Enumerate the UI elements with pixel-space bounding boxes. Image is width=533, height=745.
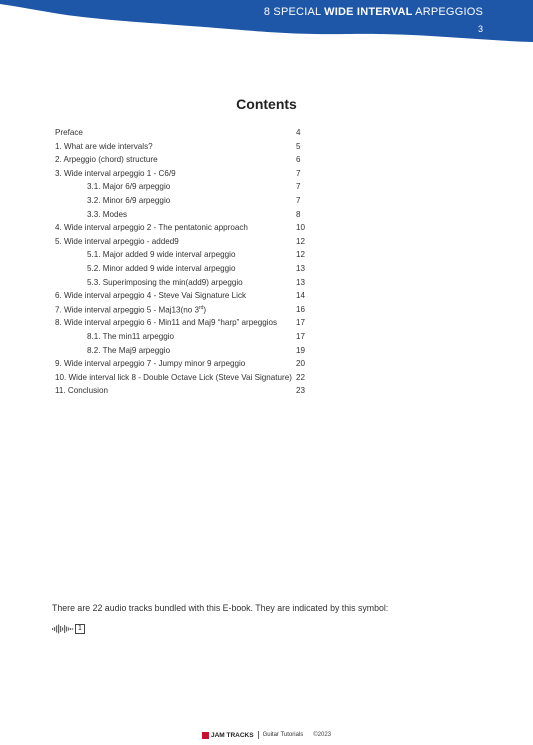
toc-subentry[interactable] [55, 210, 310, 224]
toc-entry-label: 5.1. Major added 9 wide interval arpeggio [87, 250, 236, 260]
toc-subentry[interactable] [55, 264, 310, 278]
logo-subtitle: Guitar Tutorials [262, 732, 304, 738]
toc-entry-label: 3.2. Minor 6/9 arpeggio [87, 195, 171, 205]
logo-text: JAM TRACKS [210, 731, 254, 739]
toc-entry-page: 22 [296, 372, 306, 382]
toc-subentry[interactable] [55, 278, 310, 292]
toc-entry-label: 9. Wide interval arpeggio 7 - Jumpy minor 9 arpeggio [55, 359, 246, 369]
header-title-bold: WIDE INTERVAL [324, 6, 413, 18]
toc-entry-label-text: 7. Wide interval arpeggio 5 - Maj13(no 3 [55, 305, 199, 315]
footer [0, 731, 533, 739]
toc-entry-page: 13 [296, 277, 306, 287]
copyright: ©2023 [313, 732, 332, 738]
toc-entry-page: 20 [296, 359, 306, 369]
logo-separator [258, 731, 259, 739]
toc-entry[interactable] [55, 169, 310, 183]
header-title-post: ARPEGGIOS [412, 6, 483, 18]
toc-entry-label: 5.3. Superimposing the min(add9) arpeggio [87, 277, 243, 287]
toc-entry[interactable] [55, 128, 310, 142]
toc-entry-label: 4. Wide interval arpeggio 2 - The pentatonic approach [55, 223, 248, 233]
toc-entry-page: 14 [296, 291, 306, 301]
toc-entry-page: 5 [296, 141, 301, 151]
contents-title: Contents [236, 96, 297, 112]
audio-track-number: 1 [75, 624, 85, 634]
toc-subentry[interactable] [55, 250, 310, 264]
header-title [264, 6, 483, 18]
audio-track-symbol [52, 624, 85, 634]
toc-entry-label: 8. Wide interval arpeggio 6 - Min11 and Maj9 “harp” arpeggios [55, 318, 278, 328]
toc-entry-label: 3.1. Major 6/9 arpeggio [87, 182, 171, 192]
toc-entry-label: 10. Wide interval lick 8 - Double Octave Lick (Steve Vai Signature) [55, 372, 292, 382]
jam-tracks-logo [202, 731, 303, 739]
toc-entry-label: Preface [55, 128, 83, 137]
audio-tracks-note: There are 22 audio tracks bundled with this E-book. They are indicated by this symbol: [52, 603, 389, 613]
toc-entry-label: 5. Wide interval arpeggio - added9 [55, 236, 179, 246]
toc-entry-page: 6 [296, 155, 301, 165]
toc-entry[interactable] [55, 142, 310, 156]
toc-subentry[interactable] [55, 182, 310, 196]
toc-subentry[interactable] [55, 346, 310, 360]
toc-entry[interactable] [55, 291, 310, 305]
toc-entry[interactable] [55, 155, 310, 169]
toc-entry[interactable] [55, 373, 310, 387]
toc-entry[interactable] [55, 386, 310, 400]
toc-subentry[interactable] [55, 332, 310, 346]
toc-entry-label: 3. Wide interval arpeggio 1 - C6/9 [55, 168, 176, 178]
header-title-pre: 8 SPECIAL [263, 6, 325, 18]
toc-entry[interactable] [55, 223, 310, 237]
toc-entry-page: 17 [296, 331, 306, 341]
toc-entry[interactable] [55, 237, 310, 251]
toc-entry-page: 8 [296, 209, 301, 219]
toc-entry-label: 2. Arpeggio (chord) structure [55, 155, 158, 165]
toc-entry[interactable] [55, 305, 310, 319]
toc-entry-label: 8.1. The min11 arpeggio [87, 331, 174, 341]
toc-entry-page: 13 [296, 263, 306, 273]
toc-entry-page: 19 [296, 345, 306, 355]
toc-entry-label: 6. Wide interval arpeggio 4 - Steve Vai Signature Lick [55, 291, 247, 301]
toc-entry-page: 12 [296, 250, 306, 260]
toc-entry[interactable] [55, 359, 310, 373]
toc-entry-label: 1. What are wide intervals? [55, 141, 153, 151]
page-number: 3 [477, 24, 483, 34]
toc-subentry[interactable] [55, 196, 310, 210]
audio-waveform-icon [52, 624, 74, 634]
toc-entry-page: 10 [296, 223, 306, 233]
logo-mark-icon [202, 732, 209, 739]
toc-entry-label: 3.3. Modes [87, 209, 128, 219]
toc-entry-page: 16 [296, 305, 306, 315]
toc-entry-label: 11. Conclusion [55, 386, 108, 396]
toc-entry-page: 17 [296, 318, 306, 328]
table-of-contents [55, 128, 310, 400]
toc-entry-label [55, 305, 206, 315]
toc-entry[interactable] [55, 318, 310, 332]
toc-entry-page: 4 [296, 128, 301, 137]
toc-entry-page: 7 [296, 182, 301, 192]
toc-entry-label-sup: rd [198, 304, 204, 311]
toc-entry-page: 12 [296, 236, 306, 246]
toc-entry-label-end: ) [203, 305, 207, 315]
toc-entry-label: 5.2. Minor added 9 wide interval arpeggio [87, 263, 236, 273]
toc-entry-page: 23 [296, 386, 306, 396]
toc-entry-label: 8.2. The Maj9 arpeggio [87, 345, 171, 355]
toc-entry-page: 7 [296, 168, 301, 178]
toc-entry-page: 7 [296, 195, 301, 205]
